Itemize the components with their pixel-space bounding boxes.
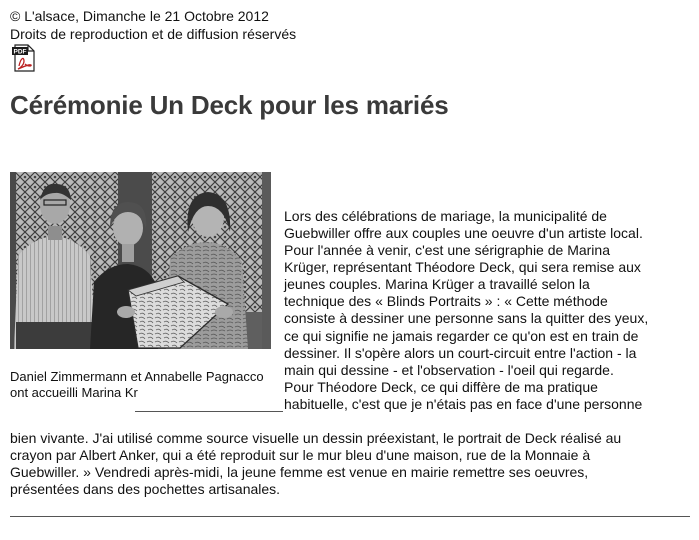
caption-divider	[135, 411, 283, 412]
body-line: ce qui signifie ne jamais regarder ce qu'on est en train de	[284, 328, 639, 344]
body-line: jeunes couples. Marina Krüger a travaillé selon la	[284, 276, 590, 292]
copyright-line: © L'alsace, Dimanche le 21 Octobre 2012	[10, 8, 269, 24]
photo-caption	[10, 369, 280, 401]
body-line: dessiner. Il s'opère alors un court-circuit entre l'action - la	[284, 345, 637, 361]
body-line: main qui dessine - et l'observation - l'oeil qui regarde.	[284, 362, 614, 378]
article-title: Cérémonie Un Deck pour les mariés	[10, 90, 449, 120]
pdf-icon-label: PDF	[13, 48, 27, 56]
pdf-icon[interactable]	[11, 44, 37, 72]
body-line: bien vivante. J'ai utilisé comme source visuelle un dessin préexistant, le portrait de Deck réalisé au	[10, 430, 622, 446]
footer-divider	[10, 516, 690, 517]
body-line: consiste à dessiner une personne sans la quitter des yeux,	[284, 310, 649, 326]
body-line: habituelle, c'est que je n'étais pas en face d'une personne	[284, 396, 643, 412]
body-line: présentées dans des pochettes artisanales.	[10, 481, 281, 497]
article-photo	[10, 172, 271, 349]
body-line: Guebwiller. » Vendredi après-midi, la jeune femme est venue en mairie remettre ses oeuvres,	[10, 464, 589, 480]
body-line: Pour l'année à venir, c'est une sérigraphie de Marina	[284, 242, 610, 258]
body-line: crayon par Albert Anker, qui a été reproduit sur le mur bleu d'une maison, rue de la Monnaie à	[10, 447, 591, 463]
body-line: Guebwiller offre aux couples une oeuvre d'un artiste local.	[284, 225, 643, 241]
caption-line: Daniel Zimmermann et Annabelle Pagnacco	[10, 369, 264, 384]
body-line: technique des « Blinds Portraits » : « Cette méthode	[284, 293, 608, 309]
caption-line: ont accueilli Marina Kr	[10, 385, 138, 400]
body-line: Lors des célébrations de mariage, la municipalité de	[284, 208, 607, 224]
body-line: Krüger, représentant Théodore Deck, qui sera remise aux	[284, 259, 641, 275]
body-line: Pour Théodore Deck, ce qui diffère de ma pratique	[284, 379, 598, 395]
rights-line: Droits de reproduction et de diffusion réservés	[10, 26, 297, 42]
